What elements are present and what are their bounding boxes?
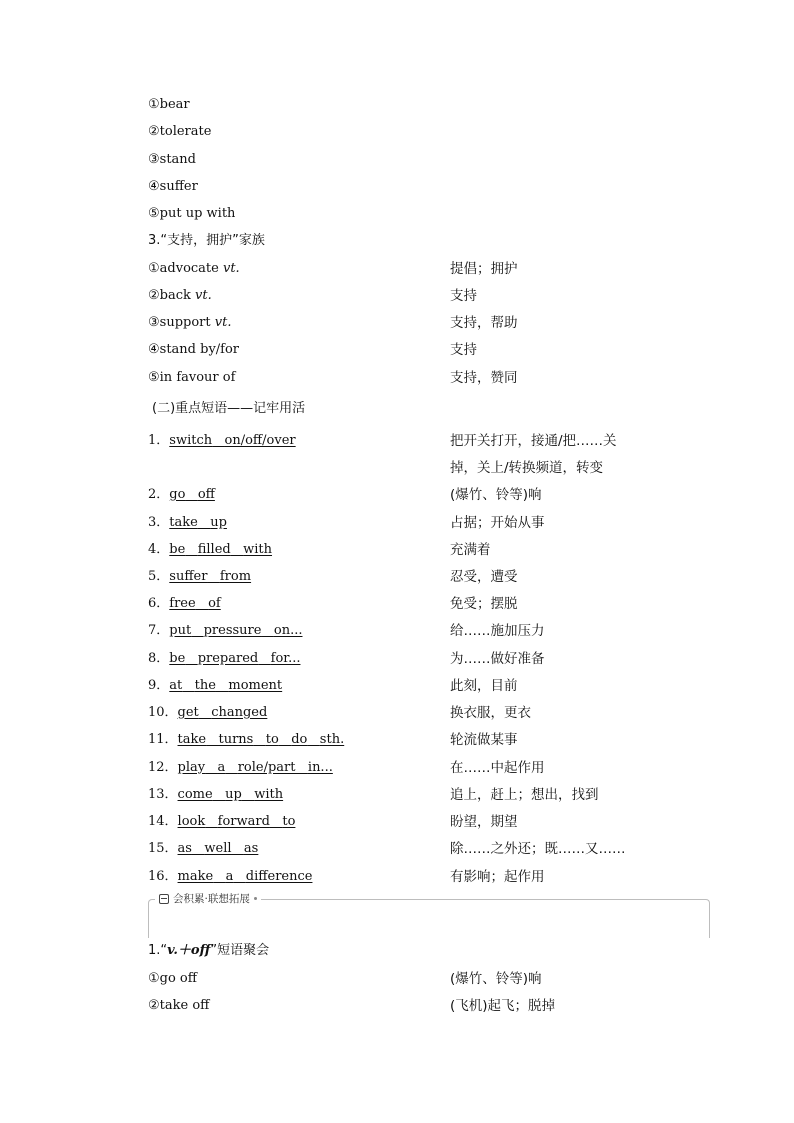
phrase-number: 12．: [148, 760, 178, 775]
phrase-word: changed: [211, 705, 268, 720]
phrase-word: sth.: [319, 732, 345, 747]
phrase-word: take: [177, 732, 207, 747]
phrase-word: on/off/over: [224, 433, 296, 448]
phrase-meaning: 免受；摆脱: [450, 596, 518, 612]
phrase-meaning: 追上，赶上；想出，找到: [450, 787, 599, 803]
phrase-number: 7．: [148, 623, 170, 638]
phrase-word: difference: [245, 869, 313, 884]
phrase-meaning: 盼望，期望: [450, 814, 518, 830]
phrase-word: make: [177, 869, 214, 884]
phrase-number: 5．: [148, 569, 170, 584]
phrase-word: of: [208, 596, 221, 611]
phrase-word: as: [177, 841, 192, 856]
phrase-number: 9．: [148, 678, 170, 693]
phrase-number: 8．: [148, 651, 170, 666]
phrase-word: up: [225, 787, 242, 802]
phrase-word: filled: [197, 542, 231, 557]
phrase-meaning: 为……做好准备: [450, 651, 545, 667]
phrase-number: 4．: [148, 542, 170, 557]
phrase-word: to: [282, 814, 296, 829]
phrase-number: 13．: [148, 787, 178, 802]
phrase-word: be: [169, 651, 186, 666]
phrase-word: as: [243, 841, 259, 856]
phrase-number: 14．: [148, 814, 178, 829]
phrase-word: forward: [217, 814, 270, 829]
phrase-number: 6．: [148, 596, 170, 611]
phrase-word: take: [169, 515, 198, 530]
phrase-word: turns: [218, 732, 254, 747]
phrase-meaning: 在……中起作用: [450, 760, 545, 776]
phrase-word: prepared: [197, 651, 259, 666]
phrase-word: well: [204, 841, 232, 856]
phrase-word: in...: [307, 760, 333, 775]
phrase-word: with: [254, 787, 284, 802]
phrase-meaning: (爆竹、铃等)响: [450, 487, 542, 503]
phrase-word: be: [169, 542, 186, 557]
phrase-meaning: 忍受，遭受: [450, 569, 518, 585]
phrase-word: moment: [228, 678, 283, 693]
phrase-meaning: 有影响；起作用: [450, 869, 545, 885]
phrase-number: 16．: [148, 869, 178, 884]
phrase-word: at: [169, 678, 183, 693]
phrase-word: switch: [169, 433, 213, 448]
phrase-number: 1．: [148, 433, 170, 448]
phrase-number: 10．: [148, 705, 178, 720]
phrase-word: off: [197, 487, 215, 502]
phrase-word: play: [177, 760, 206, 775]
document-page: ①bear ②tolerate ③stand ④suffer ⑤put up with 3.“支持，拥护”家族 ①advocate vt. 提倡；拥护 ②back vt. 支持 ③support vt. 支持，帮助 ④stand by/for 支持 ⑤in favour of 支持，赞同 (二)重点短语——记牢用活 1．switch on/off/over 把开关打开，接通/把……关 掉，关上/转换频道，转变 2．go off (爆竹、铃等)响 3．take up 占据；开始从事 4．be filled with 充满着 5．suffer from 忍受，遭受 6．free of 免受；摆脱 7．put pressure on... 给……施加压力 8．be prepared for... 为……做好准备 9．at the moment 此刻，目前 10．get changed 换衣服，更衣 11．take turns to do sth. 轮流做某事 12．play a role/part in... 在……中起作用 13．come up with 追上，赶上；想出，找到 14．look forward to 盼望，期望 15．as well as 除……之外还；既……又…… 16．make a difference 有影响；起作用 会积累·联想拓展 1.“v.＋off”短语聚会 ①go off (爆竹、铃等)响 ②take off (飞机)起飞；脱掉: [0, 0, 794, 1123]
phrase-word: come: [177, 787, 213, 802]
phrase-meaning: 占据；开始从事: [450, 515, 545, 531]
phrase-word: with: [243, 542, 273, 557]
phrase-word: free: [169, 596, 196, 611]
phrase-word: to: [265, 732, 279, 747]
phrase-meaning: 换衣服，更衣: [450, 705, 531, 721]
phrase-number: 3．: [148, 515, 170, 530]
phrase-word: a: [225, 869, 234, 884]
phrase-meaning-continued: 掉，关上/转换频道，转变: [450, 460, 604, 476]
phrase-word: the: [194, 678, 216, 693]
phrase-word: up: [210, 515, 227, 530]
phrase-word: look: [177, 814, 206, 829]
note-icon: [159, 894, 169, 904]
phrase-word: pressure: [203, 623, 262, 638]
info-box: [148, 893, 710, 938]
phrase-meaning: 除……之外还；既……又……: [450, 841, 626, 857]
phrase-number: 2．: [148, 487, 170, 502]
phrase-word: put: [169, 623, 192, 638]
phrase-meaning: 把开关打开，接通/把……关: [450, 433, 617, 449]
phrase-word: role/part: [237, 760, 296, 775]
phrase-word: suffer: [169, 569, 208, 584]
phrase-meaning: 给……施加压力: [450, 623, 545, 639]
phrase-meaning: 充满着: [450, 542, 491, 558]
box-label: 会积累·联想拓展: [155, 891, 261, 906]
phrase-word: do: [291, 732, 308, 747]
phrase-number: 11．: [148, 732, 178, 747]
phrase-word: get: [177, 705, 199, 720]
dot-icon: [254, 897, 257, 900]
phrase-word: go: [169, 487, 186, 502]
phrase-word: on...: [273, 623, 303, 638]
phrase-number: 15．: [148, 841, 178, 856]
phrase-word: from: [219, 569, 252, 584]
phrase-word: for...: [270, 651, 301, 666]
phrase-meaning: 轮流做某事: [450, 732, 518, 748]
phrase-word: a: [217, 760, 226, 775]
phrase-meaning: 此刻，目前: [450, 678, 518, 694]
